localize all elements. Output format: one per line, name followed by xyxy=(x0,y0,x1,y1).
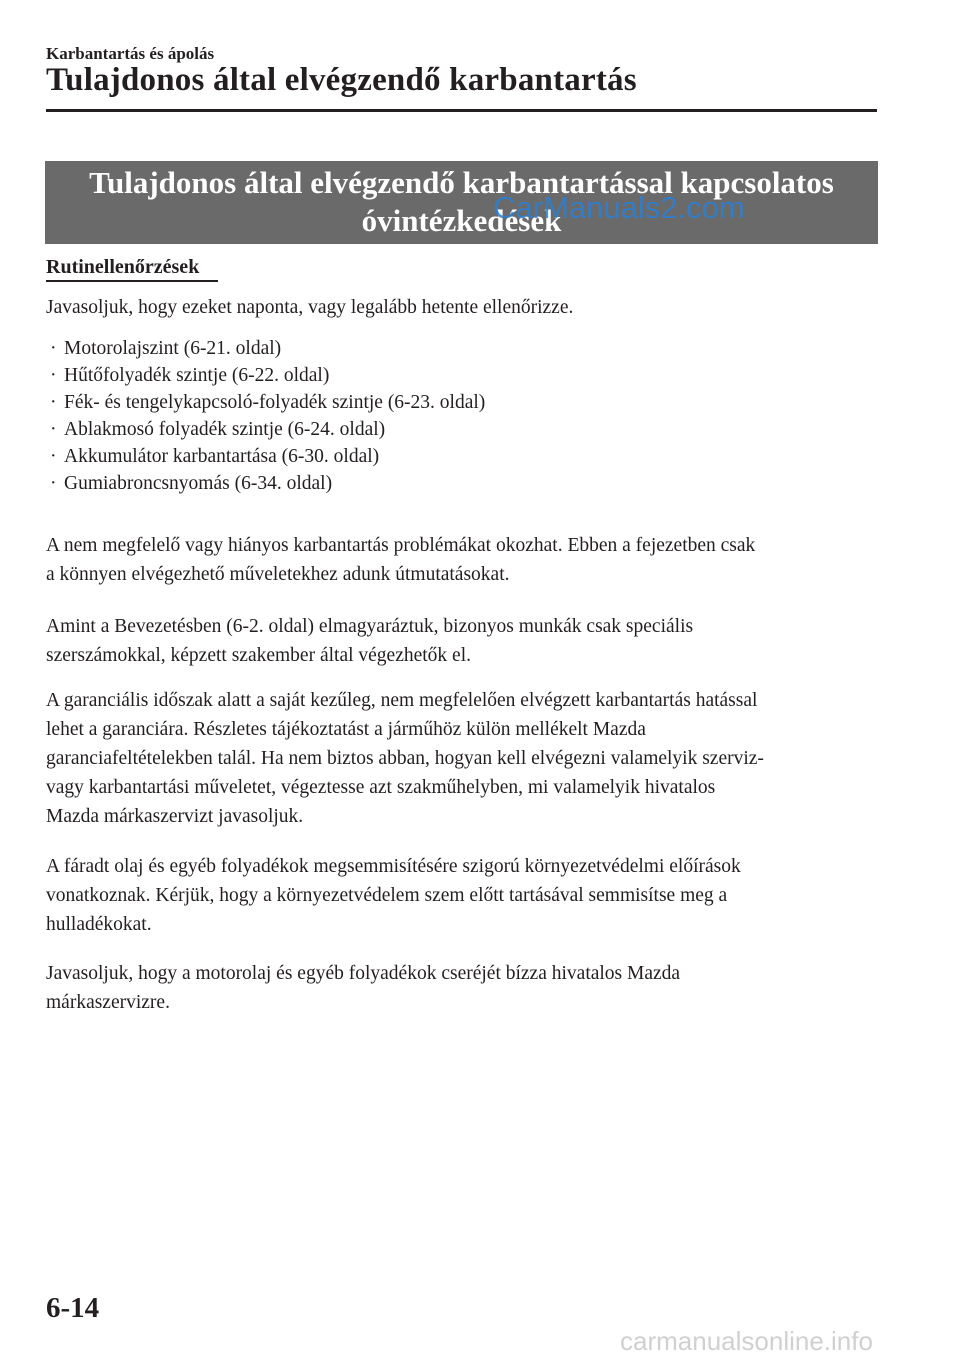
bullet-icon: · xyxy=(50,365,57,386)
bullet-icon: · xyxy=(50,338,57,359)
banner-title-line-2: óvintézkedések xyxy=(361,203,562,238)
routine-intro: Javasoljuk, hogy ezeket naponta, vagy legalább hetente ellenőrizze. xyxy=(46,297,574,318)
list-item: · Fék- és tengelykapcsoló-folyadék szintje (6-23. oldal) xyxy=(50,389,485,416)
routine-check-list xyxy=(50,335,485,497)
section-label: Karbantartás és ápolás xyxy=(46,44,215,63)
paragraph-special-tools: Amint a Bevezetésben (6-2. oldal) elmagyaráztuk, bizonyos munkák csak speciális szerszámokkal, képzett szakember által végezhetők el. xyxy=(46,616,694,666)
paragraph-dealer-recommendation: Javasoljuk, hogy a motorolaj és egyéb folyadékok cseréjét bízza hivatalos Mazda márkaszervizre. xyxy=(46,963,681,1013)
section-banner xyxy=(45,161,878,244)
footer-site-watermark: carmanualsonline.info xyxy=(620,1326,873,1356)
list-item: · Ablakmosó folyadék szintje (6-24. oldal) xyxy=(50,416,485,443)
watermark-logo: CarManuals2.com xyxy=(493,190,745,225)
bullet-icon: · xyxy=(50,419,57,440)
bullet-icon: · xyxy=(50,473,57,494)
routine-checks-heading: Rutinellenőrzések xyxy=(46,256,200,278)
list-item: · Hűtőfolyadék szintje (6-22. oldal) xyxy=(50,362,485,389)
title-rule xyxy=(46,109,877,112)
list-item: · Motorolajszint (6-21. oldal) xyxy=(50,335,485,362)
paragraph-maintenance-problems: A nem megfelelő vagy hiányos karbantartás problémákat okozhat. Ebben a fejezetben csak a könnyen elvégezhető műveletekhez adunk útmutatásokat. xyxy=(46,535,756,585)
list-item: · Gumiabroncsnyomás (6-34. oldal) xyxy=(50,470,485,497)
bullet-icon: · xyxy=(50,392,57,413)
chapter-title: Tulajdonos által elvégzendő karbantartás xyxy=(46,62,637,98)
paragraph-warranty: A garanciális időszak alatt a saját kezűleg, nem megfelelően elvégzett karbantartás hatással lehet a garanciára. Részletes tájékoztatást a járműhöz külön mellékelt Mazda garanciafeltételekben talál. Ha nem biztos abban, hogyan kell elvégezni valamelyik szerviz- vagy karbantartási műveletet, végeztesse azt szakműhelyben, mi valamelyik hivatalos Mazda márkaszervizt javasoljuk. xyxy=(46,690,764,827)
page-number: 6-14 xyxy=(46,1292,100,1324)
bullet-icon: · xyxy=(50,446,57,467)
banner-title-line-1: Tulajdonos által elvégzendő karbantartással kapcsolatos xyxy=(89,165,834,200)
list-item: · Akkumulátor karbantartása (6-30. oldal) xyxy=(50,443,485,470)
heading-underline xyxy=(46,280,218,282)
paragraph-disposal: A fáradt olaj és egyéb folyadékok megsemmisítésére szigorú környezetvédelmi előírások vonatkoznak. Kérjük, hogy a környezetvédelem szem előtt tartásával semmisítse meg a hulladékokat. xyxy=(46,856,741,935)
